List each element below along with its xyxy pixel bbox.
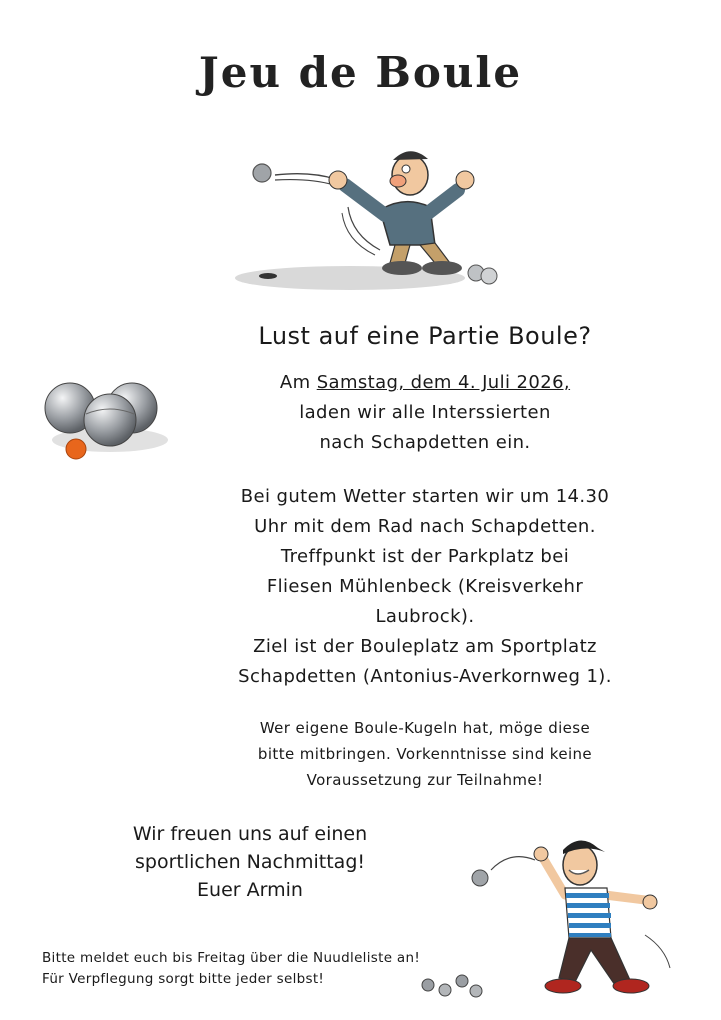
- invite-date: Samstag, dem 4. Juli 2026,: [316, 372, 571, 393]
- note-line: Voraussetzung zur Teilnahme!: [306, 771, 544, 789]
- boule-balls-group: [40, 378, 170, 468]
- details-line: Treffpunkt ist der Parkplatz bei: [280, 546, 570, 567]
- page-title: Jeu de Boule: [198, 48, 523, 97]
- invite-line-2: laden wir alle Interssierten: [299, 402, 551, 423]
- subtitle: Lust auf eine Partie Boule?: [258, 322, 592, 350]
- closing-text: [80, 820, 420, 904]
- invite-prefix: Am: [279, 372, 317, 393]
- footer-line: Bitte meldet euch bis Freitag über die Nuudleliste an!: [42, 950, 421, 966]
- cartoon-boule-player-top: [230, 135, 530, 295]
- note-text: [200, 715, 650, 793]
- details-line: Ziel ist der Bouleplatz am Sportplatz: [253, 636, 597, 657]
- details-line: Fliesen Mühlenbeck (Kreisverkehr: [266, 576, 584, 597]
- signature: Euer Armin: [197, 879, 303, 901]
- footer-text: [42, 948, 512, 990]
- details-line: Laubrock).: [375, 606, 475, 627]
- note-line: bitte mitbringen. Vorkenntnisse sind keine: [257, 745, 593, 763]
- invitation-text: [200, 368, 650, 458]
- closing-line: Wir freuen uns auf einen: [132, 823, 368, 845]
- closing-line: sportlichen Nachmittag!: [134, 851, 365, 873]
- footer-line: Für Verpflegung sorgt bitte jeder selbst!: [42, 971, 325, 987]
- details-text: [190, 482, 660, 692]
- invite-line-3: nach Schapdetten ein.: [319, 432, 531, 453]
- details-line: Schapdetten (Antonius-Averkornweg 1).: [238, 666, 612, 687]
- note-line: Wer eigene Boule-Kugeln hat, möge diese: [259, 719, 591, 737]
- details-line: Bei gutem Wetter starten wir um 14.30: [240, 486, 610, 507]
- details-line: Uhr mit dem Rad nach Schapdetten.: [254, 516, 596, 537]
